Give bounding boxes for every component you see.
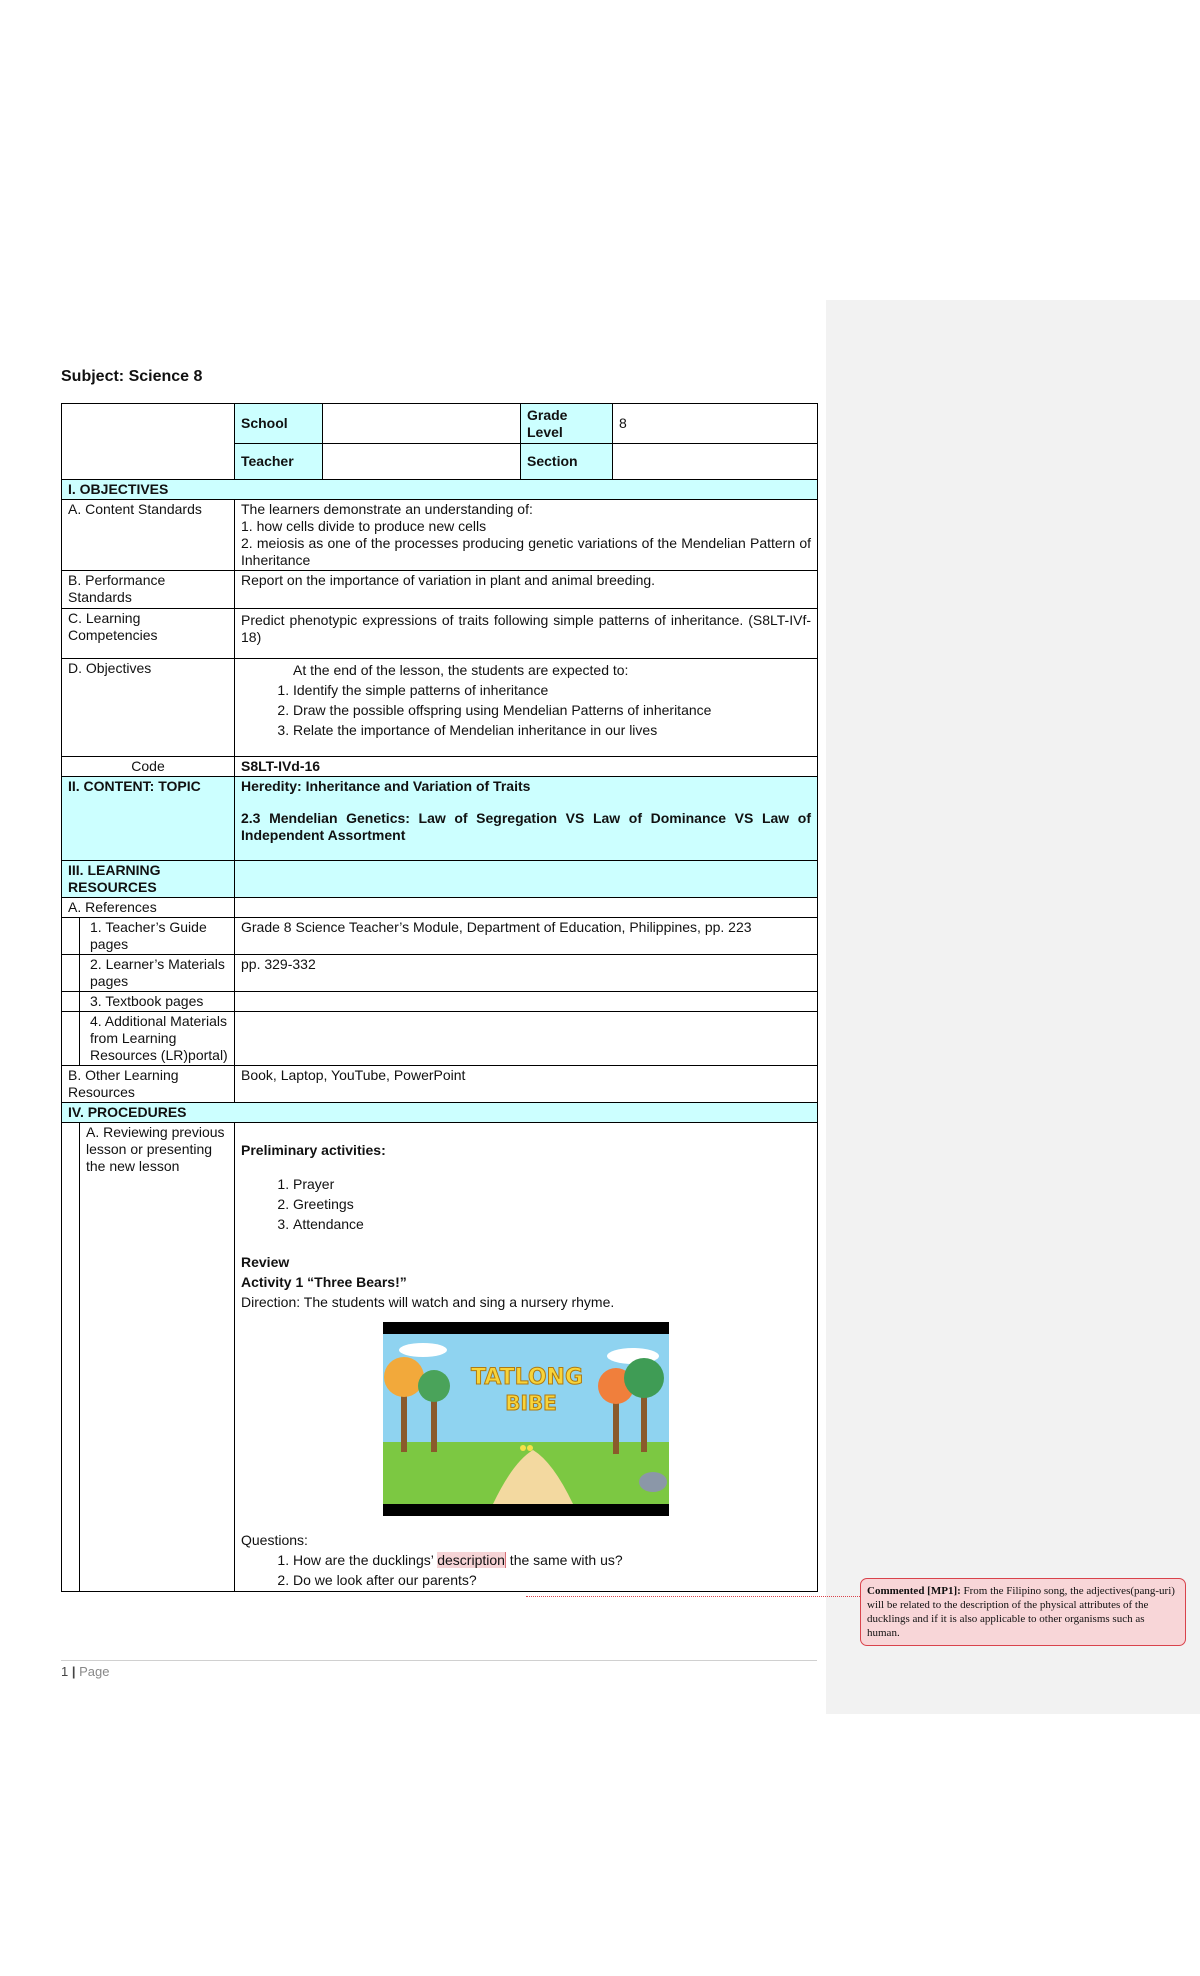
indent-cell (62, 955, 80, 992)
preliminary-heading: Preliminary activities: (241, 1142, 386, 1158)
grade-level-field[interactable]: 8 (613, 404, 818, 444)
q1-text-before: How are the ducklings’ (293, 1552, 438, 1568)
preliminary-list (241, 1174, 811, 1234)
objective-item: 3. Relate the importance of Mendelian inheritance in our lives (293, 720, 811, 740)
content-standards-label: A. Content Standards (62, 500, 235, 571)
question-item: 2. Do we look after our parents? (293, 1570, 811, 1590)
comment-text: From the Filipino song, the adjectives(pang-uri) will be related to the description of the physical attributes of the ducklings and if it is also applicable to other organisms such as human. (867, 1585, 1175, 1639)
references-label: A. References (62, 898, 235, 918)
header-blank-cell (62, 404, 235, 480)
page-number: 1 (61, 1664, 69, 1679)
learners-materials-label: 2. Learner’s Materials pages (80, 955, 235, 992)
objectives-list (241, 680, 811, 740)
preliminary-item: 3. Attendance (293, 1214, 811, 1234)
subject-title: Subject: Science 8 (61, 368, 203, 385)
school-label: School (235, 404, 323, 444)
video-title-line-1: TATLONG (470, 1365, 584, 1390)
topic-line-2: 2.3 Mendelian Genetics: Law of Segregation VS Law of Dominance VS Law of Independent Assortment (241, 810, 811, 843)
section-field[interactable] (613, 444, 818, 480)
objectives-cell (235, 659, 818, 757)
teacher-field[interactable] (323, 444, 521, 480)
indent-cell (62, 1123, 80, 1592)
review-heading: Review (241, 1254, 290, 1270)
activity-direction: Direction: The students will watch and sing a nursery rhyme. (241, 1294, 615, 1310)
objective-item: 1. Identify the simple patterns of inheritance (293, 680, 811, 700)
textbook-pages-value (235, 992, 818, 1012)
activity-title: Activity 1 “Three Bears!” (241, 1274, 407, 1290)
procedures-heading: IV. PROCEDURES (62, 1103, 818, 1123)
indent-cell (62, 1012, 80, 1066)
code-value: S8LT-IVd-16 (235, 757, 818, 777)
content-standards-item-2: 2. meiosis as one of the processes producing genetic variations of the Mendelian Pattern of Inheritance (241, 535, 811, 568)
additional-materials-label: 4. Additional Materials from Learning Resources (LR)portal) (80, 1012, 235, 1066)
teachers-guide-label: 1. Teacher’s Guide pages (80, 918, 235, 955)
page-word: Page (79, 1664, 110, 1679)
code-label: Code (62, 757, 235, 777)
step-a-content (235, 1123, 818, 1592)
performance-standards-label: B. Performance Standards (62, 571, 235, 609)
preliminary-item: 1. Prayer (293, 1174, 811, 1194)
objectives-label: D. Objectives (62, 659, 235, 757)
grade-level-label: Grade Level (521, 404, 613, 444)
other-resources-label: B. Other Learning Resources (62, 1066, 235, 1103)
learning-resources-heading: III. LEARNING RESOURCES (62, 861, 235, 898)
content-standards-item-1: 1. how cells divide to produce new cells (241, 518, 487, 534)
q1-text-after: the same with us? (505, 1552, 623, 1568)
questions-list (241, 1550, 811, 1590)
section-label: Section (521, 444, 613, 480)
learning-resources-blank (235, 861, 818, 898)
references-blank (235, 898, 818, 918)
comment-author-label: Commented [MP1]: (867, 1585, 961, 1597)
footer-divider (61, 1660, 817, 1661)
other-resources-value: Book, Laptop, YouTube, PowerPoint (235, 1066, 818, 1103)
content-standards-intro: The learners demonstrate an understanding of: (241, 501, 533, 517)
content-topic-cell (235, 777, 818, 861)
page-separator: | (71, 1664, 76, 1679)
objective-item: 2. Draw the possible offspring using Mendelian Patterns of inheritance (293, 700, 811, 720)
school-field[interactable] (323, 404, 521, 444)
video-thumbnail[interactable] (383, 1322, 669, 1516)
indent-cell (62, 992, 80, 1012)
performance-standards-text: Report on the importance of variation in plant and animal breeding. (235, 571, 818, 609)
content-standards-cell (235, 500, 818, 571)
additional-materials-value (235, 1012, 818, 1066)
preliminary-item: 2. Greetings (293, 1194, 811, 1214)
page-footer (61, 1664, 110, 1679)
learning-competencies-label: C. Learning Competencies (62, 609, 235, 659)
lesson-plan-table (61, 403, 818, 1592)
learning-competencies-text: Predict phenotypic expressions of traits following simple patterns of inheritance. (S8LT-IVf- 18) (235, 609, 818, 659)
objectives-heading: I. OBJECTIVES (62, 480, 818, 500)
video-title-line-2: BIBE (505, 1391, 557, 1415)
topic-line-1: Heredity: Inheritance and Variation of Traits (241, 778, 531, 794)
teacher-label: Teacher (235, 444, 323, 480)
comment-pane (826, 300, 1200, 1714)
content-topic-heading: II. CONTENT: TOPIC (62, 777, 235, 861)
teachers-guide-value: Grade 8 Science Teacher’s Module, Department of Education, Philippines, pp. 223 (235, 918, 818, 955)
learners-materials-value: pp. 329-332 (235, 955, 818, 992)
objectives-intro: At the end of the lesson, the students are expected to: (293, 662, 629, 678)
questions-label: Questions: (241, 1532, 308, 1548)
comment-connector (526, 1596, 860, 1597)
indent-cell (62, 918, 80, 955)
commented-word[interactable]: description (437, 1552, 505, 1568)
question-item (293, 1550, 811, 1570)
textbook-pages-label: 3. Textbook pages (80, 992, 235, 1012)
step-a-label: A. Reviewing previous lesson or presenting the new lesson (80, 1123, 235, 1592)
video-thumbnail-image (383, 1322, 669, 1516)
comment-balloon[interactable] (860, 1578, 1186, 1646)
